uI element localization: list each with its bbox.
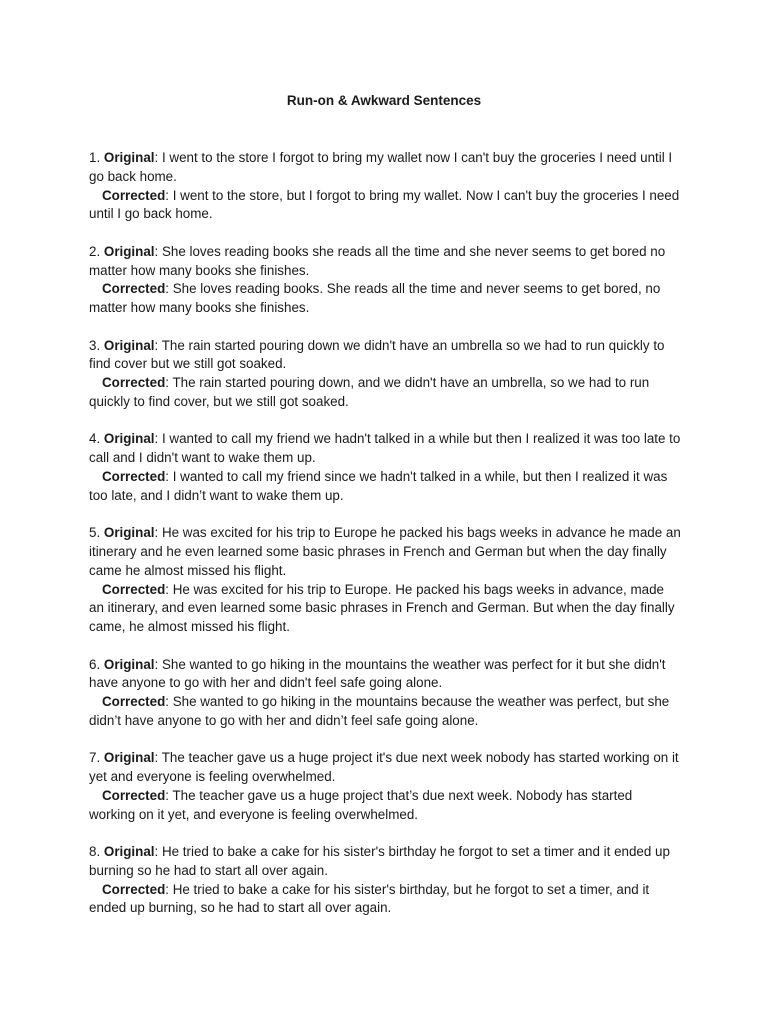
original-sentence: 7. Original: The teacher gave us a huge project it's due next week nobody has started working on it yet and everyone is feeling overwhelmed. <box>89 750 679 785</box>
corrected-text: I wanted to call my friend since we hadn't talked in a while, but then I realized it was too late, and I didn’t want to wake them up. <box>89 468 668 503</box>
original-text: She wanted to go hiking in the mountains the weather was perfect for it but she didn't have anyone to go with her and didn't feel safe going alone. <box>89 656 666 691</box>
list-item <box>89 656 681 731</box>
original-sentence: 5. Original: He was excited for his trip to Europe he packed his bags weeks in advance he made an itinerary and he even learned some basic phrases in French and German but when the day finally came he almost missed his flight. <box>89 525 681 578</box>
list-item <box>89 524 681 637</box>
item-number: 1. <box>89 150 101 165</box>
corrected-label: Corrected <box>102 694 166 710</box>
original-label: Original <box>103 150 155 165</box>
corrected-label: Corrected <box>102 281 166 297</box>
original-label: Original <box>103 431 155 447</box>
sentence-list <box>89 149 681 937</box>
original-label: Original <box>103 656 155 672</box>
original-text: I went to the store I forgot to bring my wallet now I can't buy the groceries I need until I go back home. <box>89 150 673 184</box>
list-item <box>89 149 681 224</box>
corrected-sentence: Corrected: She wanted to go hiking in the mountains because the weather was perfect, but she didn’t have anyone to go with her and didn’t feel safe going alone. <box>89 694 670 728</box>
corrected-text: I went to the store, but I forgot to bring my wallet. Now I can't buy the groceries I need until I go back home. <box>89 187 680 222</box>
corrected-label: Corrected <box>102 881 166 897</box>
original-text: The teacher gave us a huge project it's due next week nobody has started working on it yet and everyone is feeling overwhelmed. <box>89 750 679 785</box>
document-title: Run-on & Awkward Sentences <box>286 93 482 108</box>
original-label: Original <box>103 337 155 353</box>
original-label: Original <box>103 750 155 766</box>
original-sentence: 6. Original: She wanted to go hiking in the mountains the weather was perfect for it but she didn't have anyone to go with her and didn't feel safe going alone. <box>89 656 666 691</box>
original-sentence: 4. Original: I wanted to call my friend we hadn't talked in a while but then I realized it was too late to call and I didn't want to wake them up. <box>89 431 681 466</box>
original-text: I wanted to call my friend we hadn't talked in a while but then I realized it was too late to call and I didn't want to wake them up. <box>89 431 681 466</box>
corrected-label: Corrected <box>102 187 166 203</box>
item-number: 3. <box>89 337 101 353</box>
corrected-label: Corrected <box>102 581 166 597</box>
list-item <box>89 243 681 318</box>
original-label: Original <box>103 844 155 860</box>
corrected-text: She loves reading books. She reads all the time and never seems to get bored, no matter how many books she finishes. <box>89 281 661 316</box>
corrected-label: Corrected <box>102 787 166 803</box>
corrected-sentence: Corrected: He was excited for his trip to Europe. He packed his bags weeks in advance, made an itinerary, and even learned some basic phrases in French and German. But when the day finally came, he almost missed his flight. <box>89 581 675 635</box>
item-number: 8. <box>89 844 101 860</box>
list-item <box>89 749 681 824</box>
corrected-text: She wanted to go hiking in the mountains because the weather was perfect, but she didn’t have anyone to go with her and didn’t feel safe going alone. <box>89 694 670 728</box>
original-label: Original <box>103 525 155 541</box>
list-item <box>89 843 681 918</box>
list-item <box>89 337 681 412</box>
corrected-sentence: Corrected: I went to the store, but I forgot to bring my wallet. Now I can't buy the groceries I need until I go back home. <box>89 187 680 222</box>
original-text: The rain started pouring down we didn't have an umbrella so we had to run quickly to find cover but we still got soaked. <box>89 337 665 372</box>
corrected-text: He was excited for his trip to Europe. He packed his bags weeks in advance, made an itinerary, and even learned some basic phrases in French and German. But when the day finally came, he almost missed his flight. <box>89 581 675 635</box>
original-label: Original <box>103 243 155 259</box>
original-sentence: 3. Original: The rain started pouring down we didn't have an umbrella so we had to run quickly to find cover but we still got soaked. <box>89 337 665 372</box>
original-sentence: 1. Original: I went to the store I forgot to bring my wallet now I can't buy the groceries I need until I go back home. <box>89 150 673 184</box>
corrected-sentence: Corrected: I wanted to call my friend since we hadn't talked in a while, but then I realized it was too late, and I didn’t want to wake them up. <box>89 468 668 503</box>
corrected-sentence: Corrected: The rain started pouring down, and we didn't have an umbrella, so we had to run quickly to find cover, but we still got soaked. <box>89 375 650 409</box>
corrected-label: Corrected <box>102 468 166 484</box>
original-text: He tried to bake a cake for his sister's birthday he forgot to set a timer and it ended up burning so he had to start all over again. <box>89 844 670 878</box>
item-number: 2. <box>89 243 101 259</box>
corrected-sentence: Corrected: The teacher gave us a huge project that’s due next week. Nobody has started working on it yet, and everyone is feeling overwhelmed. <box>89 787 633 822</box>
item-number: 6. <box>89 656 101 672</box>
original-text: She loves reading books she reads all the time and she never seems to get bored no matter how many books she finishes. <box>89 243 666 278</box>
item-number: 4. <box>89 431 101 447</box>
original-text: He was excited for his trip to Europe he packed his bags weeks in advance he made an itinerary and he even learned some basic phrases in French and German but when the day finally came he almost missed his flight. <box>89 525 681 578</box>
original-sentence: 8. Original: He tried to bake a cake for his sister's birthday he forgot to set a timer and it ended up burning so he had to start all over again. <box>89 844 670 878</box>
corrected-text: The teacher gave us a huge project that’s due next week. Nobody has started working on it yet, and everyone is feeling overwhelmed. <box>89 787 633 822</box>
original-sentence: 2. Original: She loves reading books she reads all the time and she never seems to get bored no matter how many books she finishes. <box>89 243 666 278</box>
corrected-text: The rain started pouring down, and we didn't have an umbrella, so we had to run quickly to find cover, but we still got soaked. <box>89 375 650 409</box>
item-number: 5. <box>89 525 101 541</box>
corrected-label: Corrected <box>102 375 166 391</box>
corrected-sentence: Corrected: She loves reading books. She reads all the time and never seems to get bored, no matter how many books she finishes. <box>89 281 661 316</box>
corrected-text: He tried to bake a cake for his sister's birthday, but he forgot to set a timer, and it ended up burning, so he had to start all over again. <box>89 881 650 916</box>
item-number: 7. <box>89 750 101 766</box>
list-item <box>89 430 681 505</box>
corrected-sentence: Corrected: He tried to bake a cake for his sister's birthday, but he forgot to set a timer, and it ended up burning, so he had to start all over again. <box>89 881 650 916</box>
